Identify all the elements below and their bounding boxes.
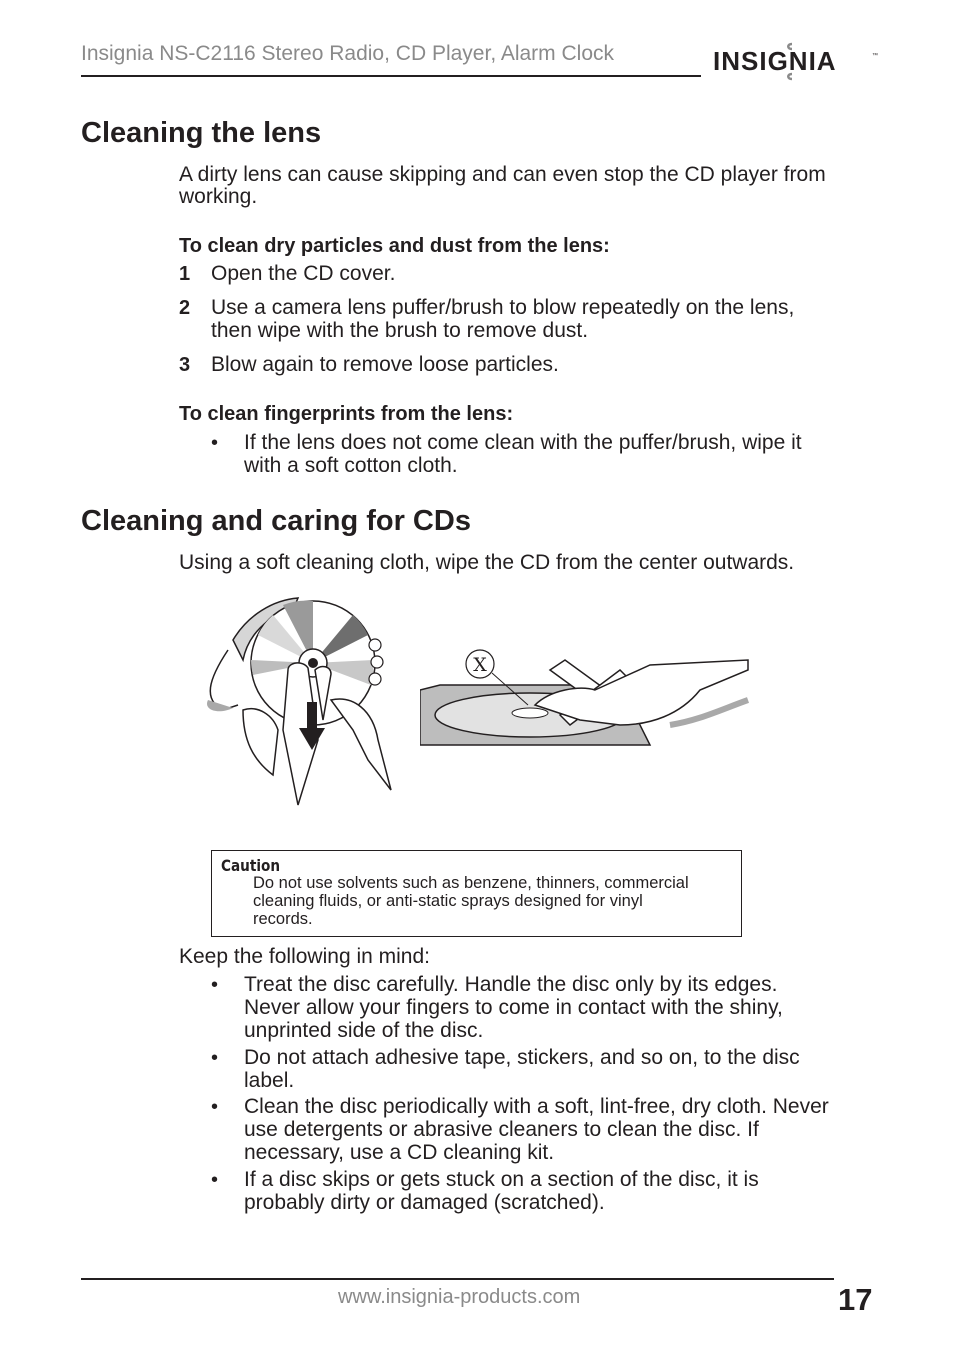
bullet-symbol: • xyxy=(211,1096,219,1118)
step-number: 1 xyxy=(179,263,191,285)
bullet-text: Clean the disc periodically with a soft, lint-free, dry cloth. Never xyxy=(244,1095,829,1118)
footer-url: www.insignia-products.com xyxy=(338,1286,581,1308)
footer-rule xyxy=(81,1278,834,1280)
lens-intro-line1: A dirty lens can cause skipping and can even stop the CD player from xyxy=(179,163,826,186)
running-header-title: Insignia NS-C2116 Stereo Radio, CD Player, Alarm Clock xyxy=(81,42,615,65)
bullet-text-continued: probably dirty or damaged (scratched). xyxy=(244,1191,605,1214)
bullet-symbol: • xyxy=(211,1169,219,1191)
caution-line: cleaning fluids, or anti-static sprays designed for vinyl xyxy=(253,892,643,910)
bullet-text-continued: necessary, use a CD cleaning kit. xyxy=(244,1141,555,1164)
header-rule xyxy=(81,75,701,77)
bullet-text: Treat the disc carefully. Handle the disc only by its edges. xyxy=(244,973,778,996)
keep-in-mind-text: Keep the following in mind: xyxy=(179,945,430,968)
bullet-text-continued: use detergents or abrasive cleaners to clean the disc. If xyxy=(244,1118,759,1141)
dry-particles-subheading: To clean dry particles and dust from the lens: xyxy=(179,235,610,257)
section-heading-cleaning-lens: Cleaning the lens xyxy=(81,117,322,149)
step-text: Open the CD cover. xyxy=(211,262,396,285)
caution-line: Do not use solvents such as benzene, thinners, commercial xyxy=(253,874,689,892)
bullet-symbol: • xyxy=(211,1047,219,1069)
bullet-symbol: • xyxy=(211,974,219,996)
figure-mark-x: X xyxy=(473,654,487,676)
caution-title: Caution xyxy=(221,856,281,875)
svg-text:INSIGNIA: INSIGNIA xyxy=(713,46,837,76)
bullet-text-continued: unprinted side of the disc. xyxy=(244,1019,484,1042)
step-number: 3 xyxy=(179,354,191,376)
step-text-continued: then wipe with the brush to remove dust. xyxy=(211,319,589,342)
lens-intro-line2: working. xyxy=(179,185,258,208)
caution-text xyxy=(253,874,738,928)
cd-wiping-illustration xyxy=(203,590,398,812)
bullet-text: If a disc skips or gets stuck on a section of the disc, it is xyxy=(244,1168,759,1191)
step-text: Use a camera lens puffer/brush to blow repeatedly on the lens, xyxy=(211,296,795,319)
fingerprints-subheading: To clean fingerprints from the lens: xyxy=(179,403,514,425)
bullet-text-continued: with a soft cotton cloth. xyxy=(244,454,458,477)
bullet-text: Do not attach adhesive tape, stickers, and so on, to the disc xyxy=(244,1046,800,1069)
page-number: 17 xyxy=(838,1282,873,1317)
cd-wrong-wiping-illustration xyxy=(420,645,750,750)
bullet-text: If the lens does not come clean with the puffer/brush, wipe it xyxy=(244,431,802,454)
bullet-text-continued: Never allow your fingers to come in contact with the shiny, xyxy=(244,996,783,1019)
caution-line: records. xyxy=(253,910,313,928)
svg-text:™: ™ xyxy=(872,53,878,59)
cds-intro: Using a soft cleaning cloth, wipe the CD from the center outwards. xyxy=(179,551,795,574)
insignia-logo xyxy=(713,38,878,82)
step-text: Blow again to remove loose particles. xyxy=(211,353,559,376)
bullet-symbol: • xyxy=(211,432,219,454)
step-number: 2 xyxy=(179,297,191,319)
bullet-text-continued: label. xyxy=(244,1069,295,1092)
section-heading-cleaning-cds: Cleaning and caring for CDs xyxy=(81,505,471,537)
